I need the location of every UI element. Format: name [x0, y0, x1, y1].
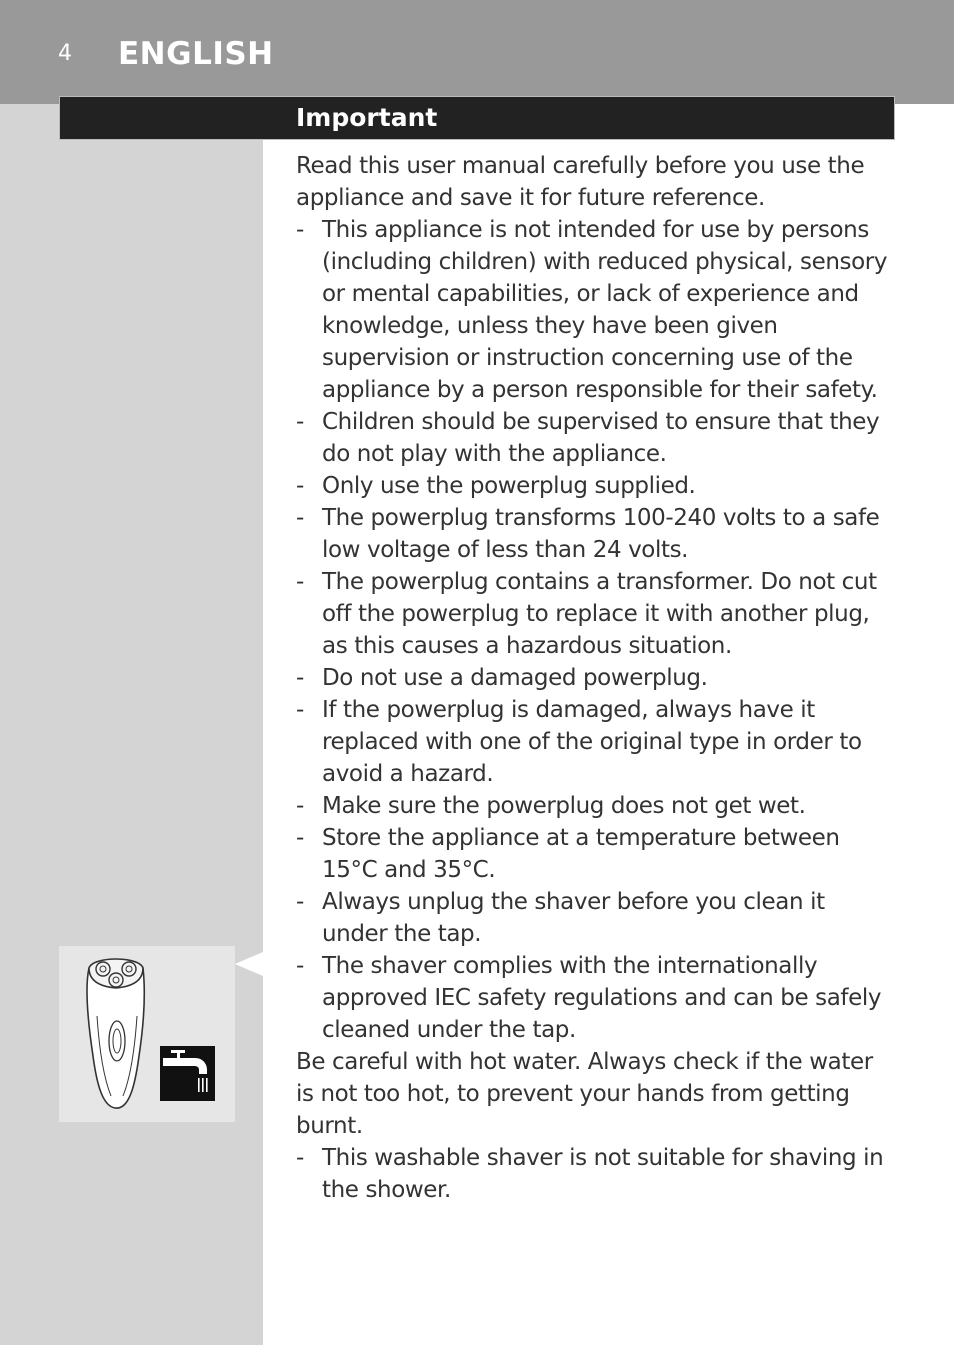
language-title: ENGLISH [118, 36, 274, 72]
hot-water-warning: Be careful with hot water. Always check if the water is not too hot, to prevent your hands from getting burnt. [296, 1049, 873, 1139]
manual-text [296, 150, 896, 1206]
shaver-illustration-icon [59, 946, 235, 1122]
section-heading: Important [296, 103, 438, 132]
list-item: - This washable shaver is not suitable for shaving in the shower. [296, 1145, 884, 1203]
header-band [0, 0, 954, 104]
figure-pointer [235, 952, 263, 976]
list-item: - This appliance is not intended for use by persons (including children) with reduced physical, sensory or mental capabilities, or lack of experience and knowledge, unless they have been given supervision or instruction concerning use of the appliance by a person responsible for their safety. [296, 217, 888, 403]
list-item: - The shaver complies with the internationally approved IEC safety regulations and can be safely cleaned under the tap. [296, 953, 882, 1043]
section-heading-bar [59, 96, 895, 140]
list-item: - Only use the powerplug supplied. [296, 473, 696, 499]
list-item: - The powerplug transforms 100-240 volts to a safe low voltage of less than 24 volts. [296, 505, 880, 563]
list-item: - The powerplug contains a transformer. Do not cut off the powerplug to replace it with another plug, as this causes a hazardous situation. [296, 569, 877, 659]
list-item: - Always unplug the shaver before you clean it under the tap. [296, 889, 825, 947]
page-number: 4 [58, 41, 72, 66]
water-tap-icon [160, 1046, 215, 1101]
list-item: - Do not use a damaged powerplug. [296, 665, 708, 691]
list-item: - If the powerplug is damaged, always have it replaced with one of the original type in order to avoid a hazard. [296, 697, 862, 787]
list-item: - Make sure the powerplug does not get wet. [296, 793, 806, 819]
list-item: - Store the appliance at a temperature between 15°C and 35°C. [296, 825, 840, 883]
intro-paragraph: Read this user manual carefully before you use the appliance and save it for future reference. [296, 153, 865, 211]
list-item: - Children should be supervised to ensure that they do not play with the appliance. [296, 409, 880, 467]
washable-figure [59, 946, 235, 1122]
left-margin-column [0, 104, 263, 1345]
